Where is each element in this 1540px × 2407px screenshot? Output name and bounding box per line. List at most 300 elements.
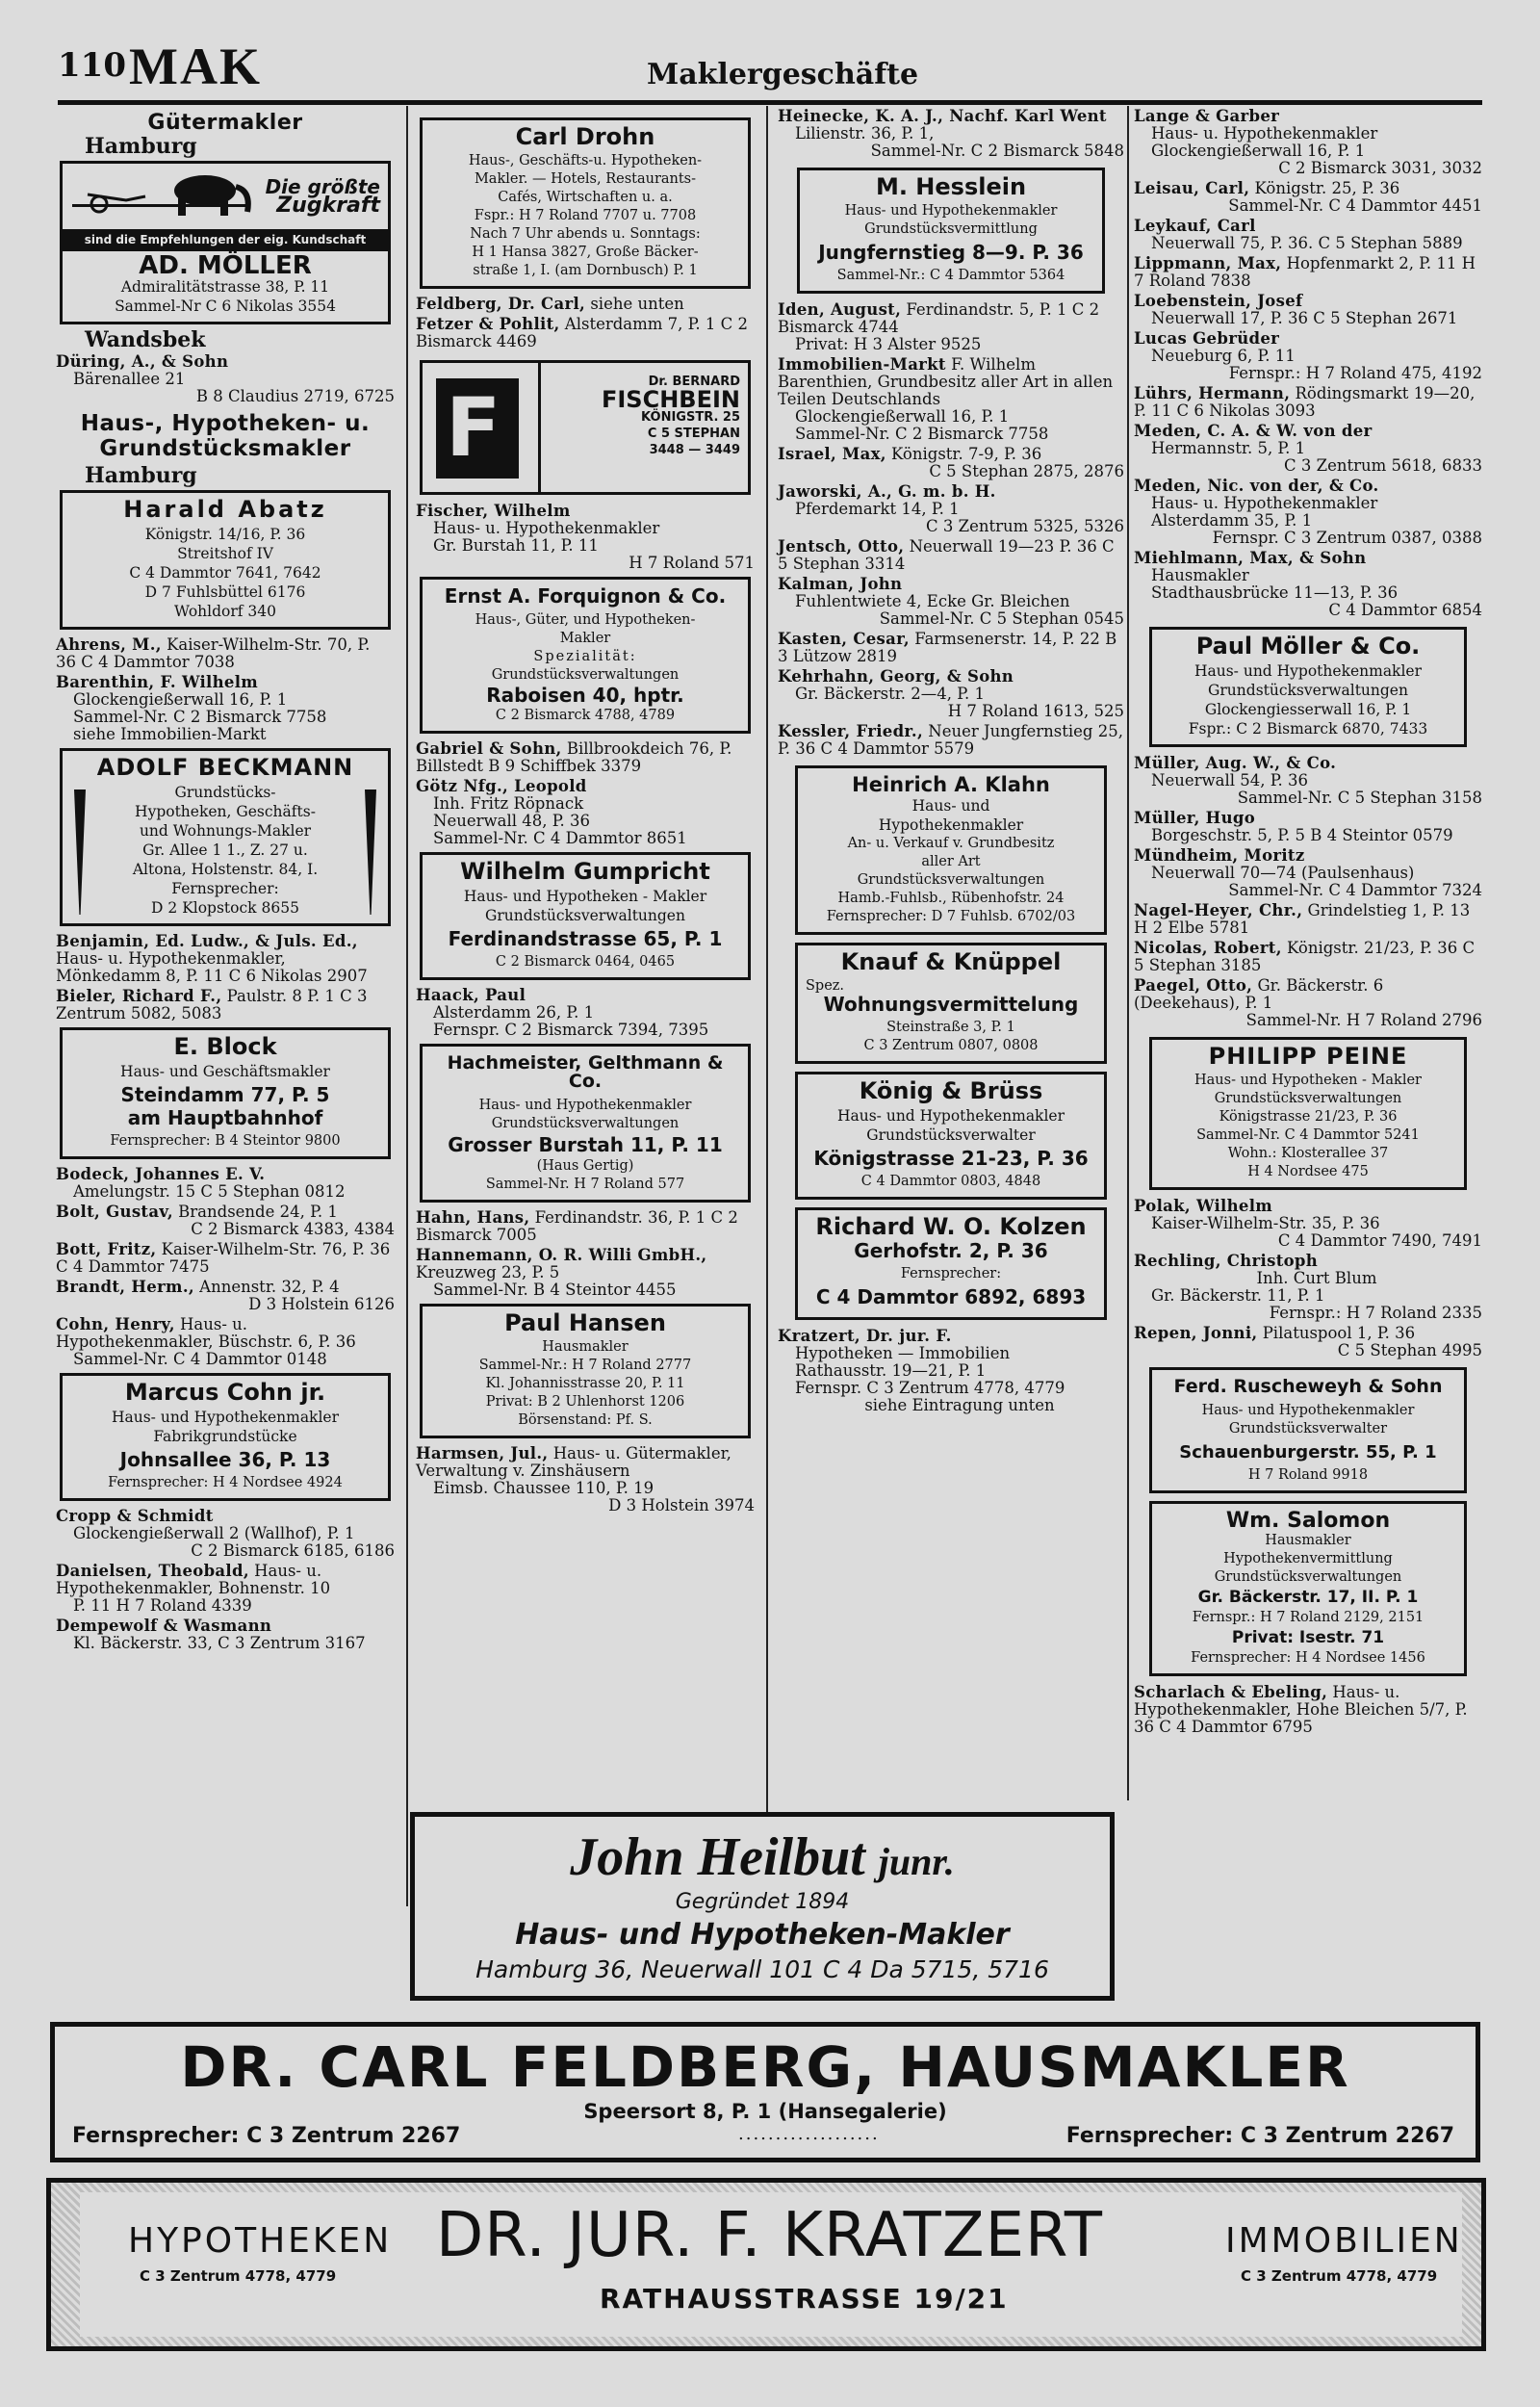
entry-line: Haus- u. Gütermakler, Verwaltung v. Zinshäusern xyxy=(416,1444,732,1480)
listing-entry xyxy=(1134,218,1482,252)
ad-line: Haus- und Hypotheken-Makler xyxy=(515,1918,1010,1952)
ad-line: HYPOTHEKEN xyxy=(128,2221,393,2261)
ad-line: RATHAUSSTRASSE 19/21 xyxy=(600,2283,1009,2315)
ad-line: Grosser Burstah 11, P. 11 xyxy=(448,1133,723,1156)
ad-line: Haus-, Geschäfts-u. Hypotheken- xyxy=(468,153,703,168)
ad-line: straße 1, I. (am Dornbusch) P. 1 xyxy=(473,263,698,278)
listing-entry xyxy=(1134,847,1482,899)
entry-name: Mündheim, Moritz xyxy=(1134,846,1305,865)
entry-name: Fetzer & Pohlit, xyxy=(416,315,560,333)
ad-line: Sammel-Nr. C 4 Dammtor 5241 xyxy=(1196,1127,1420,1143)
ad-title: Carl Drohn xyxy=(515,123,655,150)
entry-name: Immobilien-Markt xyxy=(778,355,946,374)
entry-line: C 4 Dammtor 7490, 7491 xyxy=(1277,1231,1482,1250)
elephant-plough-icon xyxy=(70,168,253,225)
ad-line: Gr. Bäckerstr. 17, II. P. 1 xyxy=(1197,1588,1419,1607)
entry-line: Bärenallee 21 xyxy=(73,370,186,388)
listing-entry xyxy=(778,668,1124,720)
listing-entry xyxy=(1134,940,1482,974)
ad-line: C 3 Zentrum 4778, 4779 xyxy=(140,2267,337,2285)
ad-line: Privat: B 2 Uhlenhorst 1206 xyxy=(485,1394,685,1410)
column-2 xyxy=(416,108,755,1517)
entry-line: Neuerwall 48, P. 36 xyxy=(433,812,590,830)
entry-line: B 8 Claudius 2719, 6725 xyxy=(195,387,395,405)
entry-name: Müller, Aug. W., & Co. xyxy=(1134,754,1337,772)
ad-box-hachmeister xyxy=(420,1044,751,1203)
ad-line: Königstrasse 21-23, P. 36 xyxy=(813,1147,1089,1170)
entry-line: Königstr. 25, P. 36 xyxy=(1254,179,1400,197)
entry-line: Kl. Bäckerstr. 33, C 3 Zentrum 3167 xyxy=(73,1634,366,1652)
listing-entry xyxy=(778,356,1124,443)
entry-line: C 2 Bismarck 3031, 3032 xyxy=(1278,159,1482,177)
entry-name: Nagel-Heyer, Chr., xyxy=(1134,901,1303,919)
ad-line: Sammel-Nr.: C 4 Dammtor 5364 xyxy=(836,268,1065,283)
ad-line: Streitshof IV xyxy=(177,545,273,562)
entry-name: Müller, Hugo xyxy=(1134,809,1256,827)
ad-box-cohn-jr xyxy=(60,1373,391,1501)
entry-line: H 7 Roland 571 xyxy=(629,554,755,572)
ad-title: E. Block xyxy=(173,1033,277,1060)
entry-name: Fischer, Wilhelm xyxy=(416,502,571,520)
entry-line: Königstr. 21/23, P. 36 C 5 Stephan 3185 xyxy=(1134,939,1476,974)
ad-title: M. Hesslein xyxy=(875,173,1027,200)
entry-name: Israel, Max, xyxy=(778,445,886,463)
entry-line: C 2 Bismarck 6185, 6186 xyxy=(191,1541,395,1560)
entry-name: Repen, Jonni, xyxy=(1134,1324,1258,1342)
entry-line: Kaiser-Wilhelm-Str. 70, P. 36 C 4 Dammtor 7038 xyxy=(56,635,371,671)
ad-line: C 4 Dammtor 0803, 4848 xyxy=(860,1174,1041,1189)
ad-kratzert-banner xyxy=(46,2178,1486,2351)
ad-line: C 4 Dammtor 7641, 7642 xyxy=(129,564,321,582)
entry-line: siehe unten xyxy=(590,295,684,313)
entry-line: Sammel-Nr. C 4 Dammtor 0148 xyxy=(73,1350,327,1368)
ad-title: Heinrich A. Klahn xyxy=(852,773,1050,796)
entry-name: Bolt, Gustav, xyxy=(56,1203,173,1221)
ad-title: DR. CARL FELDBERG, HAUSMAKLER xyxy=(180,2034,1350,2100)
ad-line: Grundstücksverwaltungen xyxy=(1214,1569,1402,1585)
ad-feldberg-banner xyxy=(50,2022,1480,2162)
ad-line: C 2 Bismarck 0464, 0465 xyxy=(495,954,676,970)
ad-line: H 7 Roland 9918 xyxy=(1247,1467,1369,1483)
entry-line: Fernspr. C 2 Bismarck 7394, 7395 xyxy=(433,1021,709,1039)
ad-line: Wohn.: Klosterallee 37 xyxy=(1227,1146,1389,1161)
entry-line: Neueburg 6, P. 11 xyxy=(1151,347,1296,365)
entry-name: Lucas Gebrüder xyxy=(1134,329,1280,348)
entry-name: Barenthin, F. Wilhelm xyxy=(56,673,259,691)
listing-entry xyxy=(1134,1253,1482,1322)
page-number: 110 xyxy=(58,46,126,85)
ad-title: FISCHBEIN xyxy=(601,386,740,413)
ad-line: Gr. Allee 1 1., Z. 27 u. xyxy=(142,841,308,859)
listing-entry xyxy=(416,1209,755,1244)
ad-title: AD. MÖLLER xyxy=(139,251,312,280)
ad-line: H 4 Nordsee 475 xyxy=(1247,1164,1369,1179)
category-heading: Gütermakler xyxy=(147,111,303,135)
ad-line: An- u. Verkauf v. Grundbesitz xyxy=(847,836,1055,851)
ad-line: Fernsprecher: C 3 Zentrum 2267 xyxy=(72,2124,461,2148)
entry-name: Hannemann, O. R. Willi GmbH., xyxy=(416,1246,707,1264)
entry-line: siehe Immobilien-Markt xyxy=(73,725,267,743)
ad-title: Harald Abatz xyxy=(123,496,327,523)
listing-entry xyxy=(56,1618,395,1652)
ad-line: Grundstücksvermittlung xyxy=(864,221,1038,237)
ad-line: Steinstraße 3, P. 1 xyxy=(886,1020,1015,1035)
listing-entry xyxy=(56,1166,395,1201)
ad-line: Königstr. 14/16, P. 36 xyxy=(144,526,306,543)
column-1 xyxy=(56,108,395,1655)
column-3 xyxy=(778,108,1124,1417)
entry-line: Fuhlentwiete 4, Ecke Gr. Bleichen xyxy=(795,592,1070,610)
entry-line: Gr. Bäckerstr. 11, P. 1 xyxy=(1151,1286,1325,1305)
listing-entry xyxy=(1134,755,1482,807)
entry-name: Götz Nfg., Leopold xyxy=(416,777,587,795)
entry-name: Kasten, Cesar, xyxy=(778,630,910,648)
entry-name: Feldberg, Dr. Carl, xyxy=(416,295,586,313)
ad-line: Gegründet 1894 xyxy=(675,1890,850,1914)
entry-name: Lührs, Hermann, xyxy=(1134,384,1291,402)
entry-line: Haus- u. Hypothekenmakler xyxy=(1151,494,1378,512)
ad-line: am Hauptbahnhof xyxy=(127,1106,323,1129)
entry-line: Fernspr.: H 7 Roland 475, 4192 xyxy=(1228,364,1482,382)
ad-line: 3448 — 3449 xyxy=(649,443,740,457)
entry-name: Lippmann, Max, xyxy=(1134,254,1282,272)
ad-line: Sammel-Nr.: H 7 Roland 2777 xyxy=(478,1358,692,1373)
ad-line: KÖNIGSTR. 25 xyxy=(641,410,740,425)
category-heading: Haus-, Hypotheken- u. Grundstücksmakler xyxy=(80,411,371,461)
ad-box-ruscheweyh xyxy=(1149,1367,1467,1493)
entry-line: Sammel-Nr. C 5 Stephan 3158 xyxy=(1237,789,1482,807)
ad-line: Fernsprecher: H 4 Nordsee 1456 xyxy=(1191,1650,1425,1666)
entry-line: Sammel-Nr. B 4 Steintor 4455 xyxy=(433,1281,677,1299)
entry-name: Lange & Garber xyxy=(1134,107,1280,125)
ad-line: (Haus Gertig) xyxy=(536,1158,634,1174)
listing-entry xyxy=(416,778,755,847)
entry-line: Glockengießerwall 2 (Wallhof), P. 1 xyxy=(73,1524,355,1542)
ad-line: Fernsprecher: D 7 Fuhlsb. 6702/03 xyxy=(826,909,1076,924)
listing-entry xyxy=(56,1204,395,1238)
listing-entry xyxy=(1134,1684,1482,1736)
entry-name: Paegel, Otto, xyxy=(1134,976,1253,995)
listing-entry xyxy=(778,723,1124,758)
header-rule xyxy=(58,100,1482,105)
listing-entry xyxy=(1134,478,1482,547)
entry-name: Bieler, Richard F., xyxy=(56,987,222,1005)
ad-box-beckmann xyxy=(60,748,391,926)
ad-line: Hausmakler xyxy=(542,1339,629,1355)
listing-entry xyxy=(416,296,755,313)
entry-line: C 3 Zentrum 5325, 5326 xyxy=(926,517,1124,535)
ad-line: C 5 STEPHAN xyxy=(647,427,740,441)
divider-dots: ................... xyxy=(738,2124,880,2144)
ad-line: C 2 Bismarck 4788, 4789 xyxy=(495,708,676,723)
ad-line: Gerhofstr. 2, P. 36 xyxy=(854,1239,1048,1262)
section-title: Maklergeschäfte xyxy=(647,58,919,91)
ad-line: Grundstücksverwalter xyxy=(1228,1421,1388,1436)
entry-line: Hausmakler xyxy=(1151,566,1249,584)
entry-line: Neuerwall 54, P. 36 xyxy=(1151,771,1308,789)
listing-entry xyxy=(56,1563,395,1615)
entry-line: C 5 Stephan 4995 xyxy=(1337,1341,1482,1359)
listing-entry xyxy=(1134,1325,1482,1359)
ad-line: Wohldorf 340 xyxy=(173,603,277,620)
listing-entry xyxy=(56,1508,395,1560)
entry-name: Cropp & Schmidt xyxy=(56,1507,214,1525)
ad-line: Ferdinandstrasse 65, P. 1 xyxy=(448,927,723,950)
ad-line: Altona, Holstenstr. 84, I. xyxy=(132,861,319,878)
ad-heilbut xyxy=(410,1812,1115,2001)
ad-line: Grundstücksverwaltungen xyxy=(491,1116,680,1131)
city-heading: Hamburg xyxy=(85,463,197,488)
entry-name: Iden, August, xyxy=(778,300,902,319)
ad-box-peine xyxy=(1149,1037,1467,1190)
ad-line: H 1 Hansa 3827, Große Bäcker- xyxy=(472,245,699,260)
ad-line: Haus- und Geschäftsmakler xyxy=(120,1063,330,1080)
entry-line: Haus- u. Hypothekenmakler, Hohe Bleichen 5/7, P. 36 C 4 Dammtor 6795 xyxy=(1134,1683,1468,1736)
entry-name: Heinecke, K. A. J., Nachf. Karl Went xyxy=(778,107,1107,125)
ad-line: Speersort 8, P. 1 (Hansegalerie) xyxy=(583,2100,947,2123)
entry-line: Sammel-Nr. C 2 Bismarck 5848 xyxy=(870,142,1124,160)
entry-line: Haus- u. Hypothekenmakler, Mönkedamm 8, P. 11 C 6 Nikolas 2907 xyxy=(56,949,368,985)
entry-line: Sammel-Nr. H 7 Roland 2796 xyxy=(1245,1011,1482,1029)
entry-line: Haus- u. Hypothekenmakler, Büschstr. 6, P. 36 xyxy=(56,1315,356,1351)
ad-line: Haus-, Güter, und Hypotheken- xyxy=(475,612,696,628)
entry-line: Fernspr. C 3 Zentrum 4778, 4779 xyxy=(795,1379,1065,1397)
column-4 xyxy=(1134,108,1482,1739)
listing-entry xyxy=(1134,180,1482,215)
entry-line: Inh. Curt Blum xyxy=(1256,1269,1377,1287)
entry-line: Neuerwall 70—74 (Paulsenhaus) xyxy=(1151,864,1415,882)
listing-entry xyxy=(56,988,395,1022)
entry-name: Meden, C. A. & W. von der xyxy=(1134,422,1373,440)
listing-entry xyxy=(1134,977,1482,1029)
ad-line: Wohnungsvermittelung xyxy=(823,993,1079,1016)
entry-line: Haus- u. Hypothekenmakler, Bohnenstr. 10 xyxy=(56,1562,331,1597)
entry-line: Borgeschstr. 5, P. 5 B 4 Steintor 0579 xyxy=(1151,826,1453,844)
ad-title: John Heilbut xyxy=(570,1827,865,1887)
entry-name: Jaworski, A., G. m. b. H. xyxy=(778,482,996,501)
entry-line: Privat: H 3 Alster 9525 xyxy=(795,335,982,353)
logo-letter: F xyxy=(446,380,501,475)
entry-line: Paulstr. 8 P. 1 C 3 Zentrum 5082, 5083 xyxy=(56,987,368,1022)
entry-name: Kalman, John xyxy=(778,575,903,593)
entry-line: Annenstr. 32, P. 4 xyxy=(199,1278,340,1296)
entry-name: Brandt, Herm., xyxy=(56,1278,194,1296)
entry-line: siehe Eintragung unten xyxy=(864,1396,1055,1414)
entry-line: D 3 Holstein 6126 xyxy=(248,1295,395,1313)
entry-line: Fernspr.: H 7 Roland 2335 xyxy=(1269,1304,1482,1322)
listing-entry xyxy=(416,316,755,350)
ad-line: Kl. Johannisstrasse 20, P. 11 xyxy=(485,1376,685,1391)
listing-entry xyxy=(1134,255,1482,290)
entry-name: Rechling, Christoph xyxy=(1134,1252,1319,1270)
entry-name: Ahrens, M., xyxy=(56,635,162,654)
listing-entry xyxy=(1134,385,1482,420)
ad-line: Fernsprecher: xyxy=(900,1266,1002,1281)
entry-line: Hopfenmarkt 2, P. 11 H 7 Roland 7838 xyxy=(1134,254,1476,290)
ad-line: Fernsprecher: xyxy=(171,880,279,897)
ad-title: Wilhelm Gumpricht xyxy=(460,858,710,885)
entry-name: Cohn, Henry, xyxy=(56,1315,175,1333)
ad-title: Hachmeister, Gelthmann & Co. xyxy=(447,1052,724,1092)
listing-entry xyxy=(56,933,395,985)
entry-name: Harmsen, Jul., xyxy=(416,1444,549,1462)
ad-box-konig xyxy=(795,1072,1107,1200)
entry-name: Danielsen, Theobald, xyxy=(56,1562,249,1580)
entry-name: Hahn, Hans, xyxy=(416,1208,530,1227)
entry-name: Miehlmann, Max, & Sohn xyxy=(1134,549,1367,567)
entry-line: C 4 Dammtor 6854 xyxy=(1328,601,1482,619)
ad-line: Dr. BERNARD xyxy=(648,375,740,389)
entry-line: Glockengießerwall 16, P. 1 xyxy=(1151,142,1366,160)
ad-line: Steindamm 77, P. 5 xyxy=(120,1083,330,1106)
ad-title: Richard W. O. Kolzen xyxy=(815,1213,1087,1240)
listing-entry xyxy=(778,631,1124,665)
entry-name: Kehrhahn, Georg, & Sohn xyxy=(778,667,1014,686)
ad-line: Nach 7 Uhr abends u. Sonntags: xyxy=(470,226,701,242)
column-divider xyxy=(766,106,768,1906)
ad-title: Marcus Cohn jr. xyxy=(124,1379,326,1406)
listing-entry xyxy=(416,503,755,572)
ad-line: Fernspr.: H 7 Roland 2129, 2151 xyxy=(1192,1610,1424,1625)
entry-line: Pilatuspool 1, P. 36 xyxy=(1262,1324,1416,1342)
ad-line: Fernsprecher: C 3 Zentrum 2267 xyxy=(1065,2124,1454,2148)
ad-line: Grundstücksverwaltungen xyxy=(1214,1091,1402,1106)
ad-line: Makler xyxy=(559,631,611,646)
ad-box-kolzen xyxy=(795,1207,1107,1320)
listing-entry xyxy=(416,740,755,775)
listing-entry xyxy=(1134,423,1482,475)
ad-line: Hamb.-Fuhlsb., Rübenhofstr. 24 xyxy=(837,891,1065,906)
ad-box-paul-moller xyxy=(1149,627,1467,747)
entry-name: Kratzert, Dr. jur. F. xyxy=(778,1327,952,1345)
city-heading: Wandsbek xyxy=(85,327,206,352)
entry-line: Sammel-Nr. C 4 Dammtor 4451 xyxy=(1228,196,1482,215)
entry-line: Lilienstr. 36, P. 1, xyxy=(795,124,935,142)
ad-line: Privat: Isestr. 71 xyxy=(1231,1628,1385,1647)
entry-line: Kaiser-Wilhelm-Str. 35, P. 36 xyxy=(1151,1214,1380,1232)
entry-name: Jentsch, Otto, xyxy=(778,537,905,556)
ad-line: Hamburg 36, Neuerwall 101 C 4 Da 5715, 5716 xyxy=(475,1955,1049,1983)
ad-line: Haus- und Hypotheken - Makler xyxy=(463,888,707,905)
ad-line: Glockengiesserwall 16, P. 1 xyxy=(1204,701,1412,718)
entry-name: Scharlach & Ebeling, xyxy=(1134,1683,1328,1701)
ad-line: Haus- und Hypothekenmakler xyxy=(1194,662,1422,680)
ad-line: Cafés, Wirtschaften u. a. xyxy=(498,190,673,205)
ad-box-klahn xyxy=(795,765,1107,935)
ad-title: PHILIPP PEINE xyxy=(1208,1043,1408,1070)
entry-line: Neuer Jungfernstieg 25, P. 36 C 4 Dammtor 5579 xyxy=(778,722,1123,758)
entry-line: Hermannstr. 5, P. 1 xyxy=(1151,439,1306,457)
entry-line: Alsterdamm 35, P. 1 xyxy=(1151,511,1313,530)
entry-line: Kreuzweg 23, P. 5 xyxy=(416,1263,560,1281)
ad-line: Sammel-Nr. H 7 Roland 577 xyxy=(485,1177,685,1192)
ad-line: Börsenstand: Pf. S. xyxy=(518,1412,653,1428)
entry-line: Ferdinandstr. 36, P. 1 C 2 Bismarck 7005 xyxy=(416,1208,738,1244)
entry-name: Benjamin, Ed. Ludw., & Juls. Ed., xyxy=(56,932,358,950)
ad-box-block xyxy=(60,1027,391,1159)
ad-line: Haus- und Hypothekenmakler xyxy=(478,1098,692,1113)
ad-line: Grundstücksverwaltungen xyxy=(1208,682,1408,699)
entry-line: Pferdemarkt 14, P. 1 xyxy=(795,500,960,518)
entry-line: C 5 Stephan 2875, 2876 xyxy=(929,462,1124,480)
entry-line: Amelungstr. 15 C 5 Stephan 0812 xyxy=(73,1182,346,1201)
ad-line: C 4 Dammtor 6892, 6893 xyxy=(815,1285,1087,1308)
ad-line: Grundstücksverwaltungen xyxy=(491,667,680,683)
ad-box-hesslein xyxy=(797,168,1105,294)
ad-line: Fspr.: C 2 Bismarck 6870, 7433 xyxy=(1188,720,1428,738)
entry-name: Nicolas, Robert, xyxy=(1134,939,1282,957)
entry-line: Sammel-Nr. C 2 Bismarck 7758 xyxy=(73,708,327,726)
ad-tagline: sind die Empfehlungen der eig. Kundschaft xyxy=(63,229,388,251)
slogan-text: Zugkraft xyxy=(276,194,380,218)
ad-box-knauf xyxy=(795,943,1107,1064)
entry-name: Gabriel & Sohn, xyxy=(416,739,562,758)
entry-name: Meden, Nic. von der, & Co. xyxy=(1134,477,1379,495)
entry-line: Alsterdamm 7, P. 1 C 2 Bismarck 4469 xyxy=(416,315,749,350)
ad-box-drohn xyxy=(420,117,751,289)
ad-line: Fernsprecher: B 4 Steintor 9800 xyxy=(110,1133,341,1149)
ad-box-moller xyxy=(60,161,391,324)
page-header xyxy=(58,40,1482,98)
entry-line: Königstr. 7-9, P. 36 xyxy=(891,445,1042,463)
entry-line: Gr. Burstah 11, P. 11 xyxy=(433,536,599,555)
entry-name: Polak, Wilhelm xyxy=(1134,1197,1273,1215)
listing-entry xyxy=(1134,550,1482,619)
ad-line: Makler. — Hotels, Restaurants- xyxy=(474,171,697,187)
listing-entry xyxy=(1134,902,1482,937)
ad-line: Haus- und Hypothekenmakler xyxy=(1201,1403,1415,1418)
ad-line: Admiralitätstrasse 38, P. 11 xyxy=(120,278,330,296)
listing-entry xyxy=(778,1328,1124,1414)
entry-line: Inh. Fritz Röpnack xyxy=(433,794,584,813)
ad-line: Hypothekenvermittlung xyxy=(1223,1551,1393,1566)
ad-title: Paul Möller & Co. xyxy=(1195,633,1421,660)
ad-line: Spez. xyxy=(806,978,845,994)
ad-line: Haus- und Hypothekenmakler xyxy=(111,1409,339,1426)
listing-entry xyxy=(778,108,1124,160)
ad-line: D 2 Klopstock 8655 xyxy=(151,899,299,917)
ad-line: Haus- und Hypothekenmakler xyxy=(836,1107,1065,1125)
ad-line: IMMOBILIEN xyxy=(1225,2221,1463,2261)
ad-line: aller Art xyxy=(921,854,981,869)
entry-line: Kaiser-Wilhelm-Str. 76, P. 36 C 4 Dammtor 7475 xyxy=(56,1240,391,1276)
ad-box-salomon xyxy=(1149,1501,1467,1676)
entry-name: Haack, Paul xyxy=(416,986,526,1004)
listing-entry xyxy=(778,446,1124,480)
ad-box-abatz xyxy=(60,490,391,630)
entry-line: Ferdinandstr. 5, P. 1 C 2 Bismarck 4744 xyxy=(778,300,1100,336)
ad-line: Hypotheken, Geschäfts- xyxy=(135,803,316,820)
ad-box-forquignon xyxy=(420,577,751,734)
entry-line: Sammel-Nr. C 2 Bismarck 7758 xyxy=(795,425,1049,443)
entry-line: Gr. Bäckerstr. 6 (Deekehaus), P. 1 xyxy=(1134,976,1384,1012)
ad-line: Fspr.: H 7 Roland 7707 u. 7708 xyxy=(474,208,697,223)
ad-box-fischbein xyxy=(420,360,751,495)
ad-line: Spezialität: xyxy=(533,649,637,664)
ad-line: Haus- und Hypothekenmakler xyxy=(844,203,1058,219)
entry-line: Grindelstieg 1, P. 13 H 2 Elbe 5781 xyxy=(1134,901,1471,937)
listing-entry xyxy=(56,1279,395,1313)
ad-line: Haus- und Hypotheken - Makler xyxy=(1194,1073,1422,1088)
ad-line: C 3 Zentrum 4778, 4779 xyxy=(1241,2267,1438,2285)
entry-line: Billbrookdeich 76, P. Billstedt B 9 Schiffbek 3379 xyxy=(416,739,732,775)
ad-line: Jungfernstieg 8—9. P. 36 xyxy=(818,241,1084,264)
ad-line: Grundstücksverwaltungen xyxy=(857,872,1045,888)
ad-line: und Wohnungs-Makler xyxy=(139,822,312,840)
ad-title: König & Brüss xyxy=(859,1077,1043,1104)
entry-line: Neuerwall 19—23 P. 36 C 5 Stephan 3314 xyxy=(778,537,1115,573)
entry-line: Brandsende 24, P. 1 xyxy=(178,1203,338,1221)
